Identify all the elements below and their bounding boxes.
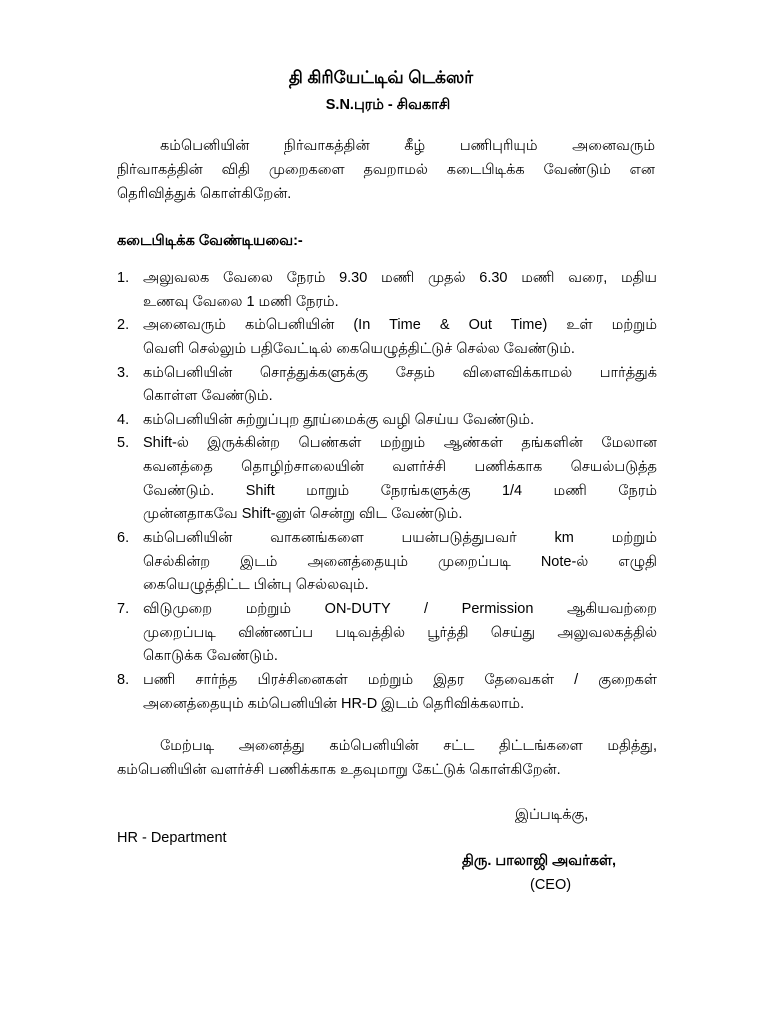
rule-line: Shift-ல் இருக்கின்ற பெண்கள் மற்றும் ஆண்கள் தங்களின் மேலான xyxy=(143,435,657,452)
company-location-text: S.N.புரம் - சிவகாசி xyxy=(325,97,451,113)
rule-item xyxy=(117,267,657,314)
rule-line: வேண்டும். Shift மாறும் நேரங்களுக்கு 1/4 மணி நேரம் xyxy=(143,482,657,499)
rule-number: 2. xyxy=(117,317,130,334)
rule-number: 5. xyxy=(117,435,130,452)
rule-number: 1. xyxy=(117,270,130,286)
signatory-name-text: திரு. பாலாஜி அவர்கள், xyxy=(462,853,617,869)
rule-line: முன்னதாகவே Shift-னுள் சென்று விட வேண்டும். xyxy=(143,506,463,523)
intro-paragraph xyxy=(117,134,655,206)
rule-number: 4. xyxy=(117,411,130,428)
intro-line: நிர்வாகத்தின் விதி முறைகளை தவறாமல் கடைபிடிக்க வேண்டும் என xyxy=(117,162,655,178)
hr-department xyxy=(117,826,417,850)
rules-list xyxy=(117,267,657,716)
signatory-designation xyxy=(530,873,650,897)
rule-line: உணவு வேலை 1 மணி நேரம். xyxy=(143,293,339,310)
rule-item xyxy=(117,432,657,527)
rule-line: அனைவரும் கம்பெனியின் (In Time & Out Time) உள் மற்றும் xyxy=(143,317,657,334)
rule-number: 8. xyxy=(117,671,130,688)
rule-line: கொள்ள வேண்டும். xyxy=(143,388,273,405)
signature-salutation xyxy=(515,803,715,827)
rule-item xyxy=(117,669,657,716)
company-location xyxy=(188,93,588,117)
closing-paragraph xyxy=(117,734,657,782)
rule-number: 6. xyxy=(117,530,130,547)
rule-line: முறைப்படி விண்ணப்ப படிவத்தில் பூர்த்தி செய்து அலுவலகத்தில் xyxy=(143,624,657,641)
company-title-text: தி கிரியேட்டிவ் டெக்ஸர் xyxy=(288,68,474,87)
signatory-designation-text: (CEO) xyxy=(530,877,572,893)
rule-line: கொடுக்க வேண்டும். xyxy=(143,648,278,665)
rules-heading xyxy=(117,229,657,253)
intro-line: கம்பெனியின் நிர்வாகத்தின் கீழ் பணிபுரியும் அனைவரும் xyxy=(160,138,655,154)
rule-line: கையெழுத்திட்ட பின்பு செல்லவும். xyxy=(143,577,369,594)
rule-line: அலுவலக வேலை நேரம் 9.30 மணி முதல் 6.30 மணி வரை, மதிய xyxy=(143,270,657,286)
hr-department-text: HR - Department xyxy=(117,830,227,846)
rule-line: கவனத்தை தொழிற்சாலையின் வளர்ச்சி பணிக்காக செயல்படுத்த xyxy=(143,459,657,476)
rule-number: 3. xyxy=(117,364,130,381)
rule-item xyxy=(117,362,657,409)
signatory-name xyxy=(462,849,742,873)
closing-line: கம்பெனியின் வளர்ச்சி பணிக்காக உதவுமாறு கேட்டுக் கொள்கிறேன். xyxy=(117,762,561,778)
closing-line: மேற்படி அனைத்து கம்பெனியின் சட்ட திட்டங்களை மதித்து, xyxy=(160,738,657,754)
rules-heading-text: கடைபிடிக்க வேண்டியவை:- xyxy=(117,233,303,249)
rule-line: செல்கின்ற இடம் அனைத்தையும் முறைப்படி Note-ல் எழுதி xyxy=(143,553,657,570)
rule-line: விடுமுறை மற்றும் ON-DUTY / Permission ஆகியவற்றை xyxy=(143,600,657,617)
signature-salutation-text: இப்படிக்கு, xyxy=(515,807,589,823)
intro-line: தெரிவித்துக் கொள்கிறேன். xyxy=(117,186,292,202)
rule-line: பணி சார்ந்த பிரச்சினைகள் மற்றும் இதர தேவைகள் / குறைகள் xyxy=(143,671,657,688)
rule-line: கம்பெனியின் வாகனங்களை பயன்படுத்துபவர் km மற்றும் xyxy=(143,530,657,547)
company-title xyxy=(181,66,581,90)
rule-line: வெளி செல்லும் பதிவேட்டில் கையெழுத்திட்டுச் செல்ல வேண்டும். xyxy=(143,340,575,357)
rule-line: கம்பெனியின் சுற்றுப்புற தூய்மைக்கு வழி செய்ய வேண்டும். xyxy=(143,411,535,428)
rule-item xyxy=(117,314,657,361)
rule-item xyxy=(117,527,657,598)
rule-number: 7. xyxy=(117,600,130,617)
rule-item xyxy=(117,598,657,669)
rule-item xyxy=(117,409,657,433)
rule-line: கம்பெனியின் சொத்துக்களுக்கு சேதம் விளைவிக்காமல் பார்த்துக் xyxy=(143,364,657,381)
rule-line: அனைத்தையும் கம்பெனியின் HR-D இடம் தெரிவிக்கலாம். xyxy=(143,695,525,712)
